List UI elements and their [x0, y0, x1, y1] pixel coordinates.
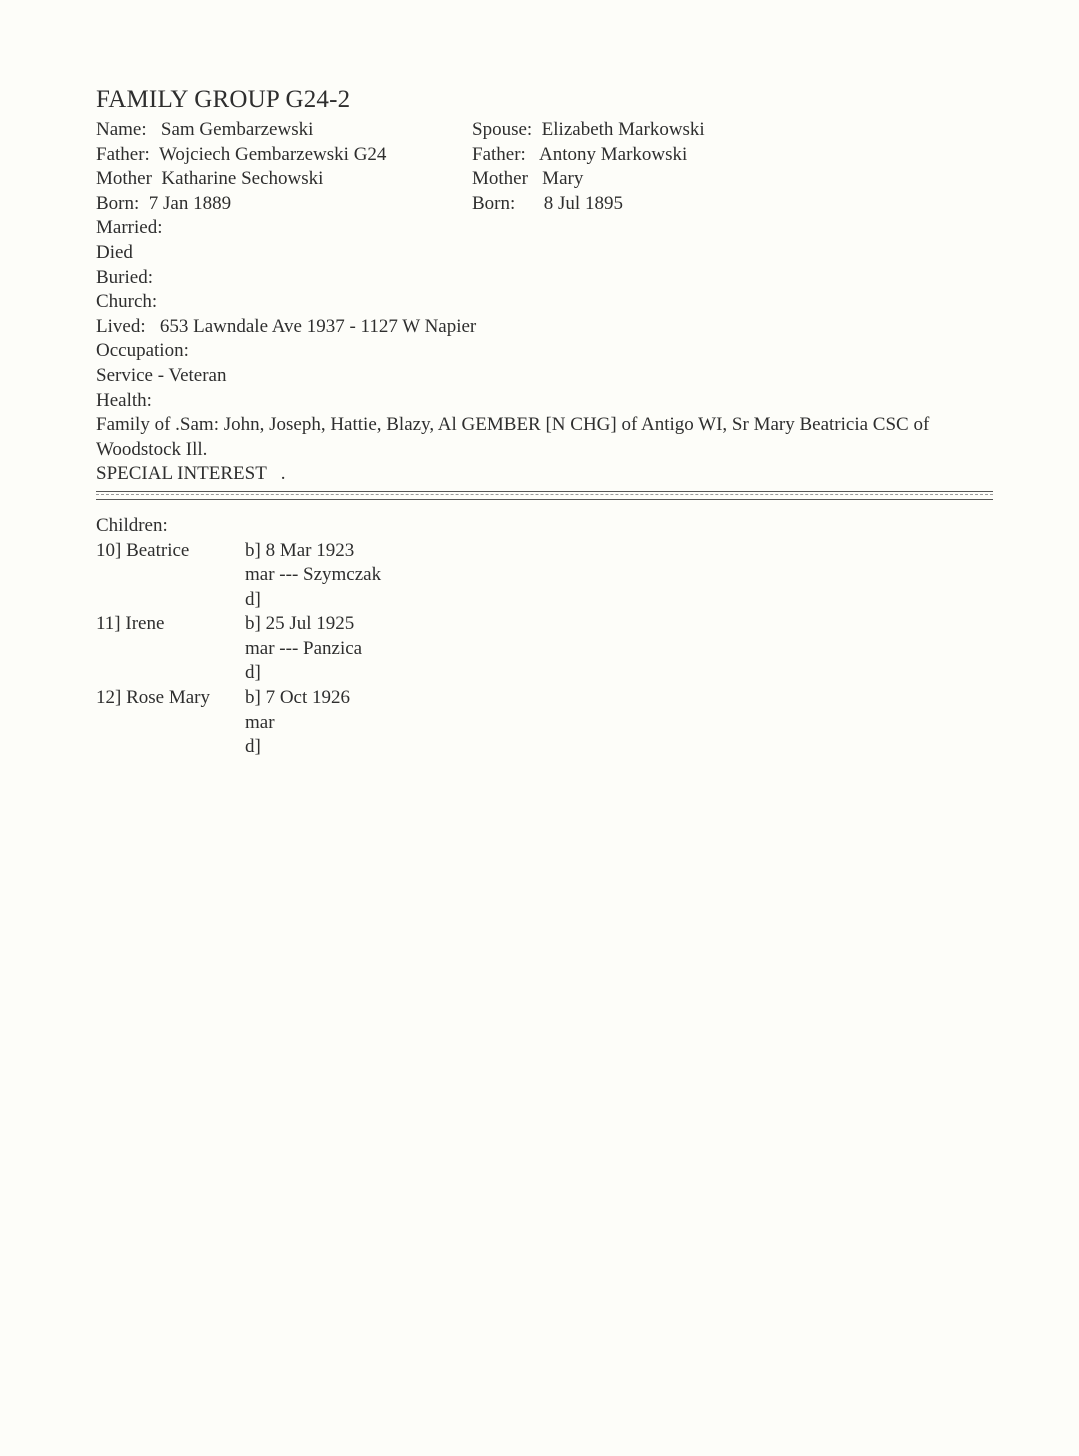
health-line: Health: — [96, 389, 152, 411]
children-label: Children: — [96, 514, 168, 536]
head-of-family-column — [96, 118, 472, 216]
family-group-sheet — [96, 84, 996, 760]
special-interest-line: SPECIAL INTEREST . — [96, 463, 286, 485]
buried-line: Buried: — [96, 266, 153, 288]
child-details — [245, 539, 996, 613]
spouse-mother-line: Mother Mary — [472, 168, 584, 190]
child-born: b] 25 Jul 1925 — [245, 613, 355, 635]
children-section — [96, 514, 996, 760]
child-entry — [96, 612, 996, 686]
child-died: d] — [245, 588, 261, 610]
parents-block — [96, 118, 996, 216]
family-note: Family of .Sam: John, Joseph, Hattie, Blazy, Al GEMBER [N CHG] of Antigo WI, Sr Mary Beatricia CSC of Woodstock Ill. — [96, 414, 930, 460]
child-entry — [96, 686, 996, 760]
spouse-born-line: Born: 8 Jul 1895 — [472, 192, 623, 214]
child-born: b] 8 Mar 1923 — [245, 539, 355, 561]
died-line: Died — [96, 241, 133, 263]
child-name: 12] Rose Mary — [96, 687, 210, 709]
church-line: Church: — [96, 291, 158, 313]
child-entry — [96, 539, 996, 613]
details-block — [96, 216, 996, 487]
born-line: Born: 7 Jan 1889 — [96, 192, 232, 214]
married-line: Married: — [96, 217, 163, 239]
service-line: Service - Veteran — [96, 364, 227, 386]
spouse-line: Spouse: Elizabeth Markowski — [472, 119, 705, 140]
child-died: d] — [245, 662, 261, 684]
spouse-father-line: Father: Antony Markowski — [472, 143, 688, 165]
child-name: 10] Beatrice — [96, 539, 190, 561]
child-died: d] — [245, 736, 261, 758]
child-married: mar — [245, 711, 275, 733]
lived-line: Lived: 653 Lawndale Ave 1937 - 1127 W Napier — [96, 315, 477, 337]
father-line: Father: Wojciech Gembarzewski G24 — [96, 143, 387, 165]
page-title: FAMILY GROUP G24-2 — [96, 86, 351, 113]
child-born: b] 7 Oct 1926 — [245, 687, 351, 709]
child-name: 11] Irene — [96, 613, 165, 635]
occupation-line: Occupation: — [96, 340, 189, 362]
child-married: mar --- Panzica — [245, 637, 363, 659]
section-divider — [96, 491, 993, 500]
mother-line: Mother Katharine Sechowski — [96, 168, 324, 190]
child-details — [245, 612, 996, 686]
spouse-column — [472, 118, 996, 216]
child-married: mar --- Szymczak — [245, 564, 382, 586]
child-details — [245, 686, 996, 760]
name-line: Name: Sam Gembarzewski — [96, 119, 314, 140]
